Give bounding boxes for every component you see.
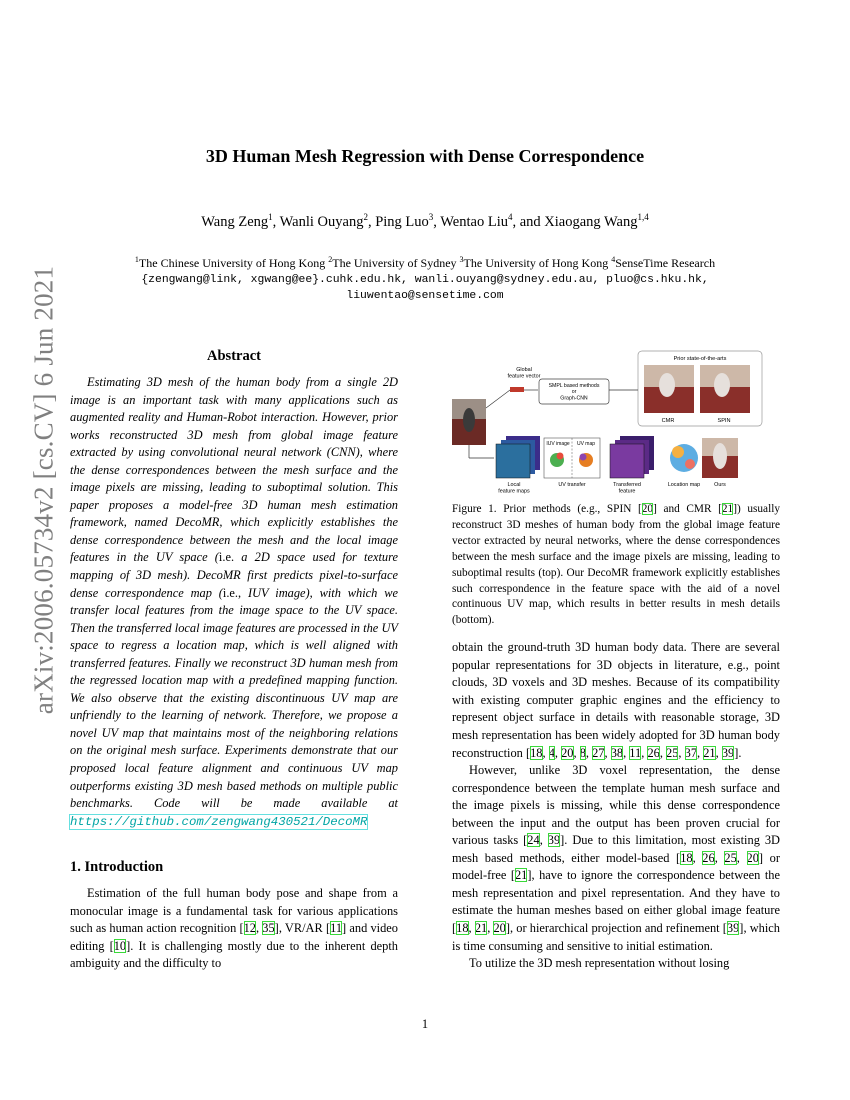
location-map-patch-2 [685,459,695,469]
transferred-label [613,482,641,494]
citation-link[interactable]: 26 [647,745,660,760]
author-list: Wang Zeng$^1$, Wanli Ouyang$^2$, Ping Luo$^3$, Wentao Liu$^4$, and Xiaogang Wang$^{1,4}$ [201,212,649,230]
emails-line-2: liuwentao@sensetime.com [346,290,504,302]
citation-link[interactable]: 18 [456,921,469,935]
author-name: Wentao Liu$^4$ [440,212,513,230]
citation-link[interactable]: 11 [629,745,642,760]
paper-title: 3D Human Mesh Regression with Dense Correspondence [205,146,645,166]
affiliations [0,255,850,271]
author-emails [80,272,770,304]
affil-mark: 4 [611,255,616,264]
citation-link[interactable]: 26 [702,850,715,865]
abstract-ie-2: i.e., [222,585,242,600]
affil-mark: 3 [459,255,464,264]
citation-link[interactable]: 20 [493,921,506,935]
abstract-body [70,374,398,831]
abstract-text-3: IUV image), with which we transfer local features from the image space to the UV space. Then the transferred local image features are processed in the UV space to regress a location map, which is well aligned with transferred features. Finally we reconstruct 3D human mesh from the regressed location map with a predefined mapping function. We also observe that the existing discontinuous UV map are unfriendly to the learning of network. Therefore, we propose a novel UV map that maintains most of the neighboring relations on the original mesh surface. Experiments demonstrate that our proposed local feature alignment and continuous UV map outperforms existing 3D mesh based methods on multiple public benchmarks. Code will be made available at [70,585,398,811]
author-affil-mark: 4 [507,212,513,222]
affil-name: SenseTime Research [615,256,716,270]
author-affil-mark: 3 [428,212,434,222]
spin-label: SPIN [717,418,731,424]
abstract-heading: Abstract [207,348,261,364]
prior-label: Prior state-of-the-arts [673,356,727,362]
cmr-mesh-icon [659,373,675,397]
citation-link[interactable]: 38 [610,745,624,760]
ours-mesh-icon [713,443,727,469]
right-column [452,350,780,973]
citation-link[interactable]: 21 [514,868,528,883]
citation-link[interactable]: 12 [243,921,256,936]
author-affil-mark: 1 [268,212,273,222]
citation-link[interactable]: 39 [726,921,740,935]
right-paragraph-2: However, unlike 3D voxel representation, the dense correspondence between the template human mesh surface and the image pixels is missing, while this dense correspondence between the input and the output has been proven crucial for various tasks [24, 39]. Due to this limitation, most existing 3D mesh based methods, either model-based [18, 26, 25, 20] or model-free [21], have to ignore the correspondence between the mesh representation and pixel representation. And they have to estimate the human meshes based on either global image feature [18, 21, 20], or hierarchical projection and refinement [39], which is time consuming and sensitive to initial estimation. [452,763,780,953]
abstract-text-1: Estimating 3D mesh of the human body from a single 2D image is an important task with many applications such as augmented reality and Human-Robot interaction. However, prior works reconstructed 3D mesh from global image feature extracted by using convolutional neural network (CNN), where the dense correspondences between the mesh surface and the image pixels are missing, leading to suboptimal solution. This paper proposes a model-free 3D human mesh estimation framework, named DecoMR, which explicitly establishes the dense correspondence between the mesh and the local image features in the UV space ( [70,375,398,565]
citation-link[interactable]: 10 [113,938,127,953]
intro-heading: 1. Introduction [70,859,164,876]
citation-link[interactable]: 37 [684,745,698,760]
author-affil-mark: 2 [363,212,368,222]
affil-mark: 2 [328,255,333,264]
smpl-label-1: SMPL based methods [548,383,600,389]
iuv-head-icon [557,453,564,460]
arxiv-stamp [24,265,64,715]
spin-mesh-icon [714,373,730,397]
citation-link[interactable]: 25 [724,850,737,865]
affil-name: The University of Hong Kong [463,256,609,270]
cmr-label: CMR [661,418,675,424]
citation-link[interactable]: 39 [721,745,735,760]
local-label-1: Local [507,482,521,488]
abstract-text-2: a 2D space used for texture mapping of 3D mesh). DecoMR first predicts pixel-to-surface dense correspondence map ( [70,550,398,600]
local-label-2: feature maps [498,488,530,494]
uvtransfer-label: UV transfer [558,482,586,488]
emails-line-1: {zengwang@link, xgwang@ee}.cuhk.edu.hk, wanli.ouyang@sydney.edu.au, pluo@cs.hku.hk, [141,274,709,286]
location-label: Location map [667,482,701,488]
arrow-to-global [486,390,510,408]
intro-paragraph: Estimation of the full human body pose and shape from a monocular image is a fundamental task for various applications such as human action recognition [12, 35], VR/AR [11] and video editing [10]. It is challenging mostly due to the inherent depth ambiguity and the difficulty to [70,886,399,971]
global-label [508,367,541,380]
citation-link[interactable]: 20 [561,745,574,760]
citation-link[interactable]: 21 [721,503,734,515]
global-label-1: Global [516,367,532,373]
citation-link[interactable]: 18 [680,850,693,865]
uvmap-part-icon [580,454,587,461]
figure-1-diagram [452,350,780,494]
smpl-label-3: Graph-CNN [560,395,588,402]
transferred-map-1 [610,444,644,478]
author-name: Ping Luo$^3$ [375,212,434,230]
citation-link[interactable]: 24 [527,833,540,848]
affil-mark: 1 [134,255,139,264]
author-affil-mark: 1,4 [637,212,649,222]
global-label-2: feature vector [507,373,541,380]
arxiv-id: arXiv:2006.05734v2 [cs.CV] 6 Jun 2021 [28,265,59,715]
figure-1-caption: Figure 1. Prior methods (e.g., SPIN [20] and CMR [21]) usually reconstruct 3D meshes of human body from the global image feature vector extracted by neural networks, where the dense correspondences between the mesh surface and the image pixels are missing, leading to suboptimal results (top). Our DecoMR framework explicitly establishes such correspondence in the feature space with the aid of a novel continuous UV map, which results in better results in mesh details (bottom). [452,503,780,627]
author-name: Xiaogang Wang$^{1,4}$ [544,212,649,230]
code-link[interactable]: https://github.com/zengwang430521/DecoMR [70,814,368,829]
citation-link[interactable]: 21 [703,745,716,760]
page-number: 1 [421,1017,429,1031]
affil-name: The Chinese University of Hong Kong [138,256,326,270]
uvmap-label: UV map [576,441,596,447]
local-label [498,482,530,494]
transferred-label-1: Transferred [613,482,641,488]
citation-link[interactable]: 35 [262,921,275,936]
local-map-1 [496,444,530,478]
citation-link[interactable]: 4 [548,745,555,760]
person-icon [463,408,475,432]
citation-link[interactable]: 11 [330,921,343,936]
global-vector-bar [510,387,524,392]
left-column [70,348,398,973]
right-paragraph-3: To utilize the 3D mesh representation without losing [469,956,730,971]
citation-link[interactable]: 21 [474,921,488,935]
citation-link[interactable]: 39 [547,833,561,848]
figure-1 [452,350,780,494]
right-paragraph-1: obtain the ground-truth 3D human body data. There are several popular representations for 3D objects in literature, e.g., point clouds, 3D voxels and 3D meshes. Because of its compatibility with existing computer graphic engines and the efficiency to represent object surface in details with reasonable storage, 3D mesh representation has been widely adopted for 3D human body reconstruction [18, 4, 20, 8, 27, 38, 11, 26, 25, 37, 21, 39]. [452,640,780,760]
citation-link[interactable]: 20 [746,850,759,865]
location-map-patch-1 [672,446,684,458]
transferred-label-2: feature [618,488,636,494]
ours-label: Ours [714,482,726,488]
citation-link[interactable]: 18 [530,745,543,760]
author-name: Wanli Ouyang$^2$ [279,212,368,230]
iuv-label: IUV image [546,441,570,447]
abstract-ie-1: i.e. [218,550,235,565]
citation-link[interactable]: 27 [592,745,605,760]
citation-link[interactable]: 20 [641,503,654,515]
citation-link[interactable]: 25 [666,745,679,760]
smpl-label-2: or [571,389,577,396]
affil-name: The University of Sydney [332,256,457,270]
author-name: Wang Zeng$^1$ [201,212,273,230]
citation-link[interactable]: 8 [579,745,586,760]
